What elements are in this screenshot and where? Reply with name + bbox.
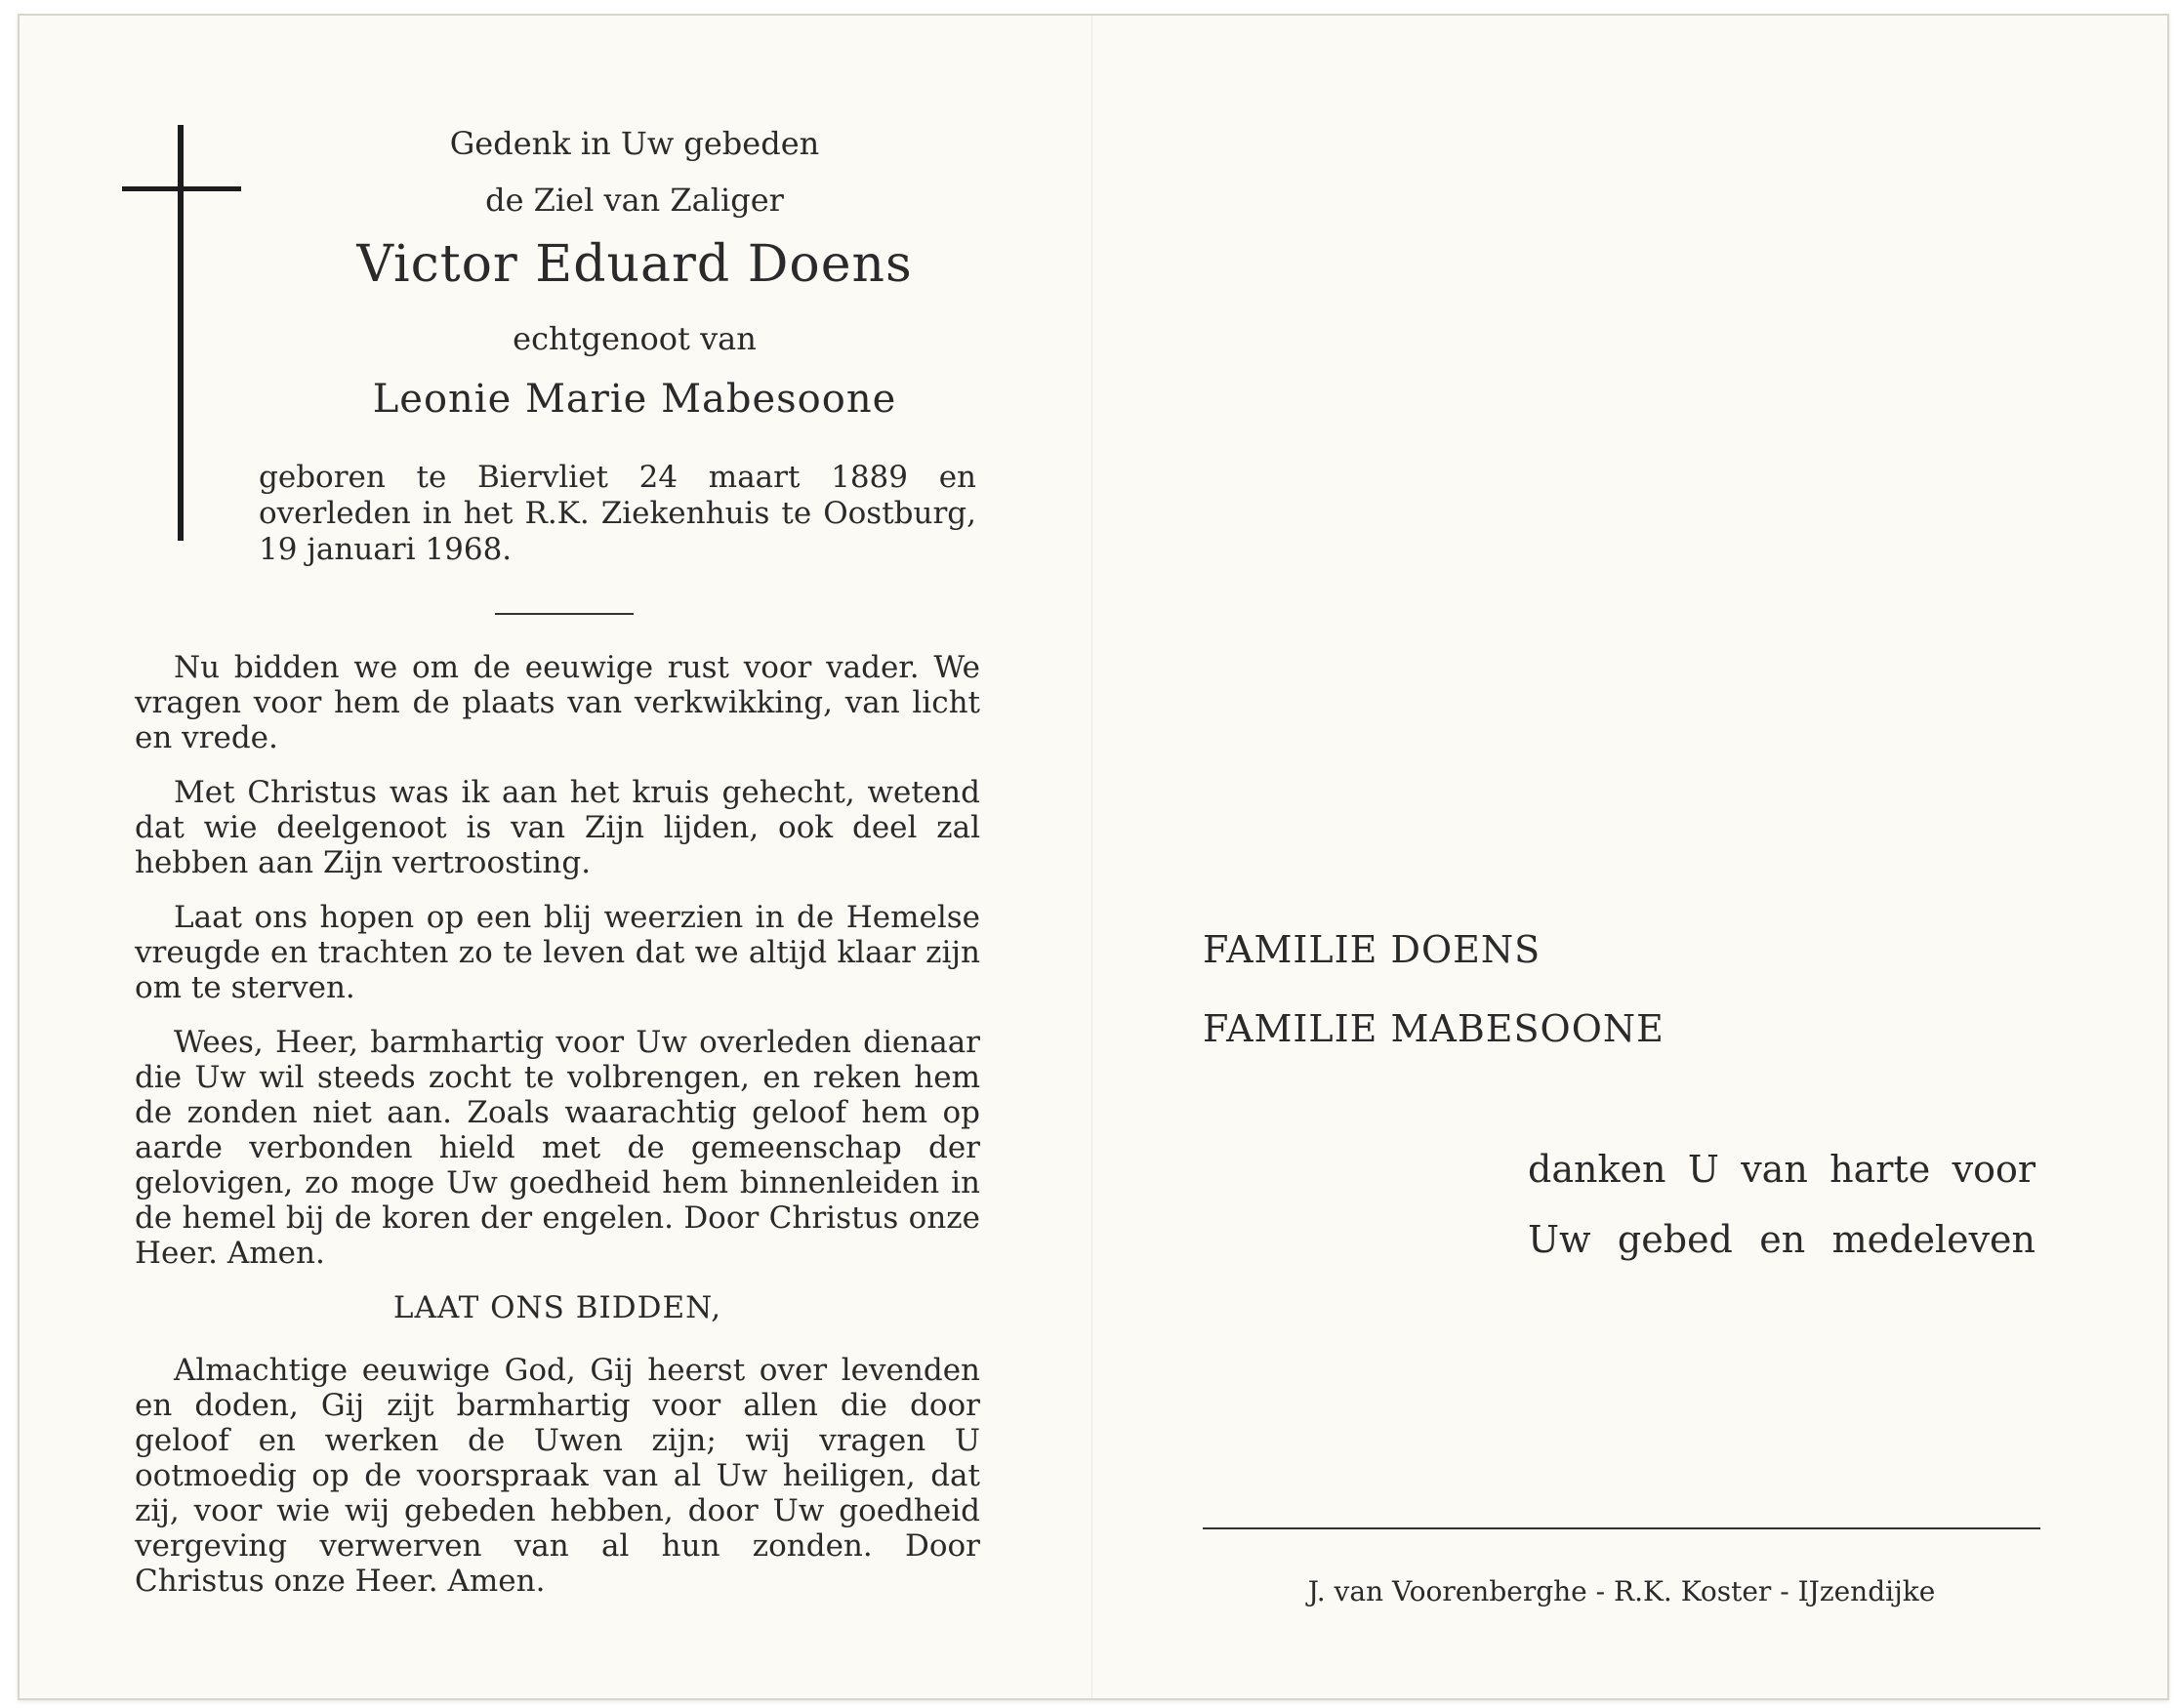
prayer-paragraph: Laat ons hopen op een blij weerzien in de Hemelse vreugde en trachten zo te leven dat we altijd klaar zijn om te sterven. [135,900,980,1005]
thanks-line-2: Uw gebed en medeleven [1528,1218,2035,1261]
deceased-name: Victor Eduard Doens [356,235,913,294]
spouse-name: Leonie Marie Mabesoone [372,377,897,422]
prayer-section [135,650,980,1618]
spouse-intro: echtgenoot van [513,320,757,357]
prayer-paragraph: Nu bidden we om de eeuwige rust voor vader. We vragen voor hem de plaats van verkwikking, van licht en vrede. [135,650,980,755]
fold-line [1091,16,1092,1698]
divider-long [1203,1527,2040,1529]
prayer-paragraph: Met Christus was ik aan het kruis gehecht, wetend dat wie deelgenoot is van Zijn lijden, ook deel zal hebben aan Zijn vertroosting. [135,775,980,880]
intro-line-2: de Ziel van Zaliger [485,182,784,219]
printer-credit: J. van Voorenberghe - R.K. Koster - IJzendijke [1307,1575,1936,1607]
final-prayer: Almachtige eeuwige God, Gij heerst over levenden en doden, Gij zijt barmhartig voor allen die door geloof en werken de Uwen zijn; wij vragen U ootmoedig op de voorspraak van al Uw heiligen, dat zij, voor wie wij gebeden hebben, door Uw goedheid vergeving verwerven van al hun zonden. Door Christus onze Heer. Amen. [135,1353,980,1599]
family-name-2: FAMILIE MABESOONE [1203,1007,1665,1050]
cross-icon-bar [122,186,241,191]
thanks-line-1: danken U van harte voor [1528,1148,2035,1191]
prayer-heading: LAAT ONS BIDDEN, [392,1290,722,1325]
intro-line-1: Gedenk in Uw gebeden [449,125,820,162]
birth-death-text: geboren te Biervliet 24 maart 1889 en overleden in het R.K. Ziekenhuis te Oostburg, 19 januari 1968. [259,460,976,567]
family-name-1: FAMILIE DOENS [1203,928,1542,971]
divider [495,613,634,615]
memorial-card [18,14,2169,1700]
prayer-paragraph: Wees, Heer, barmhartig voor Uw overleden dienaar die Uw wil steeds zocht te volbrengen, en reken hem de zonden niet aan. Zoals waarachtig geloof hem op aarde verbonden hield met de gemeenschap der gelovigen, zo moge Uw goedheid hem binnenleiden in de hemel bij de koren der engelen. Door Christus onze Heer. Amen. [135,1025,980,1271]
